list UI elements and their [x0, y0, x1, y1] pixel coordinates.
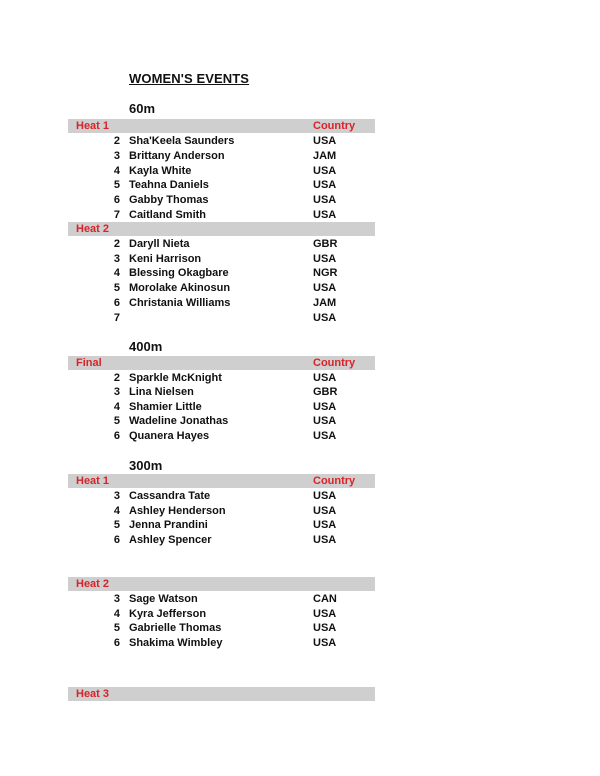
event-title-400m: 400m [129, 339, 163, 354]
athlete-name: Kyra Jefferson [129, 608, 207, 620]
athlete-country: JAM [313, 297, 337, 309]
lane-number: 5 [113, 415, 120, 427]
table-row [0, 281, 600, 296]
table-row [0, 518, 600, 533]
athlete-name: Brittany Anderson [129, 150, 225, 162]
athlete-country: USA [313, 282, 337, 294]
table-row [0, 489, 600, 504]
athlete-name: Shakima Wimbley [129, 637, 223, 649]
lane-number: 5 [113, 519, 120, 531]
athlete-country: USA [313, 534, 337, 546]
lane-number: 2 [113, 372, 120, 384]
lane-number: 4 [113, 267, 120, 279]
heat-header-300m-heat3 [68, 687, 375, 701]
heat-header-300m-heat1 [68, 474, 375, 488]
heat-header-400m-final [68, 356, 375, 370]
lane-number: 7 [113, 312, 120, 324]
athlete-name: Lina Nielsen [129, 386, 194, 398]
lane-number: 6 [113, 297, 120, 309]
athlete-country: NGR [313, 267, 338, 279]
heat-label: Heat 2 [76, 578, 110, 590]
athlete-name: Sha'Keela Saunders [129, 135, 235, 147]
lane-number: 7 [113, 209, 120, 221]
lane-number: 4 [113, 608, 120, 620]
athlete-country: USA [313, 401, 337, 413]
country-column-header: Country [313, 475, 356, 487]
table-row [0, 385, 600, 400]
athlete-name: Ashley Henderson [129, 505, 226, 517]
athlete-country: JAM [313, 150, 337, 162]
athlete-country: USA [313, 179, 337, 191]
athlete-name: Wadeline Jonathas [129, 415, 229, 427]
athlete-name: Kayla White [129, 165, 192, 177]
table-row [0, 193, 600, 208]
table-row [0, 164, 600, 179]
table-row [0, 178, 600, 193]
athlete-name: Keni Harrison [129, 253, 202, 265]
athlete-name: Jenna Prandini [129, 519, 208, 531]
heat-label: Heat 2 [76, 223, 110, 235]
athlete-name: Teahna Daniels [129, 179, 209, 191]
heat-label: Final [76, 357, 102, 369]
lane-number: 3 [113, 593, 120, 605]
table-row [0, 266, 600, 281]
lane-number: 2 [113, 238, 120, 250]
athlete-country: GBR [313, 238, 338, 250]
athlete-country: CAN [313, 593, 337, 605]
athlete-name: Gabby Thomas [129, 194, 209, 206]
event-title-60m: 60m [129, 101, 156, 116]
table-row [0, 607, 600, 622]
table-row [0, 414, 600, 429]
event-title-300m: 300m [129, 458, 163, 473]
table-row [0, 371, 600, 386]
lane-number: 2 [113, 135, 120, 147]
table-row [0, 400, 600, 415]
athlete-country: GBR [313, 386, 338, 398]
athlete-country: USA [313, 209, 337, 221]
lane-number: 5 [113, 282, 120, 294]
athlete-country: USA [313, 622, 337, 634]
heat-header-300m-heat2 [68, 577, 375, 591]
table-row [0, 533, 600, 548]
athlete-country: USA [313, 608, 337, 620]
heat-label: Heat 1 [76, 120, 110, 132]
athlete-country: USA [313, 505, 337, 517]
lane-number: 4 [113, 165, 120, 177]
lane-number: 4 [113, 505, 120, 517]
athlete-name: Caitland Smith [129, 209, 207, 221]
heat-header-60m-heat1 [68, 119, 375, 133]
country-column-header: Country [313, 120, 356, 132]
lane-number: 3 [113, 253, 120, 265]
table-row [0, 149, 600, 164]
athlete-name: Gabrielle Thomas [129, 622, 222, 634]
athlete-country: USA [313, 372, 337, 384]
athlete-country: USA [313, 415, 337, 427]
lane-number: 6 [113, 430, 120, 442]
athlete-name: Ashley Spencer [129, 534, 212, 546]
athlete-name: Quanera Hayes [129, 430, 210, 442]
lane-number: 3 [113, 386, 120, 398]
athlete-name: Shamier Little [129, 401, 202, 413]
athlete-name: Sparkle McKnight [129, 372, 222, 384]
lane-number: 6 [113, 637, 120, 649]
lane-number: 5 [113, 622, 120, 634]
athlete-country: USA [313, 430, 337, 442]
lane-number: 6 [113, 534, 120, 546]
page-title: WOMEN'S EVENTS [129, 71, 250, 86]
table-row [0, 237, 600, 252]
lane-number: 4 [113, 401, 120, 413]
country-column-header: Country [313, 357, 356, 369]
lane-number: 3 [113, 150, 120, 162]
athlete-country: USA [313, 135, 337, 147]
table-row [0, 592, 600, 607]
heat-header-60m-heat2 [68, 222, 375, 236]
table-row [0, 621, 600, 636]
athlete-country: USA [313, 519, 337, 531]
athlete-country: USA [313, 312, 337, 324]
athlete-country: USA [313, 253, 337, 265]
table-row [0, 429, 600, 444]
heat-label: Heat 3 [76, 688, 110, 700]
lane-number: 6 [113, 194, 120, 206]
table-row [0, 208, 600, 223]
table-row [0, 311, 600, 326]
athlete-name: Morolake Akinosun [129, 282, 231, 294]
athlete-name: Cassandra Tate [129, 490, 211, 502]
table-row [0, 296, 600, 311]
athlete-name: Blessing Okagbare [129, 267, 229, 279]
table-row [0, 636, 600, 651]
athlete-country: USA [313, 490, 337, 502]
athlete-country: USA [313, 165, 337, 177]
table-row [0, 134, 600, 149]
athlete-name: Christania Williams [129, 297, 231, 309]
athlete-country: USA [313, 194, 337, 206]
athlete-name: Daryll Nieta [129, 238, 190, 250]
table-row [0, 504, 600, 519]
lane-number: 5 [113, 179, 120, 191]
athlete-name: Sage Watson [129, 593, 198, 605]
heat-label: Heat 1 [76, 475, 110, 487]
table-row [0, 252, 600, 267]
athlete-country: USA [313, 637, 337, 649]
lane-number: 3 [113, 490, 120, 502]
